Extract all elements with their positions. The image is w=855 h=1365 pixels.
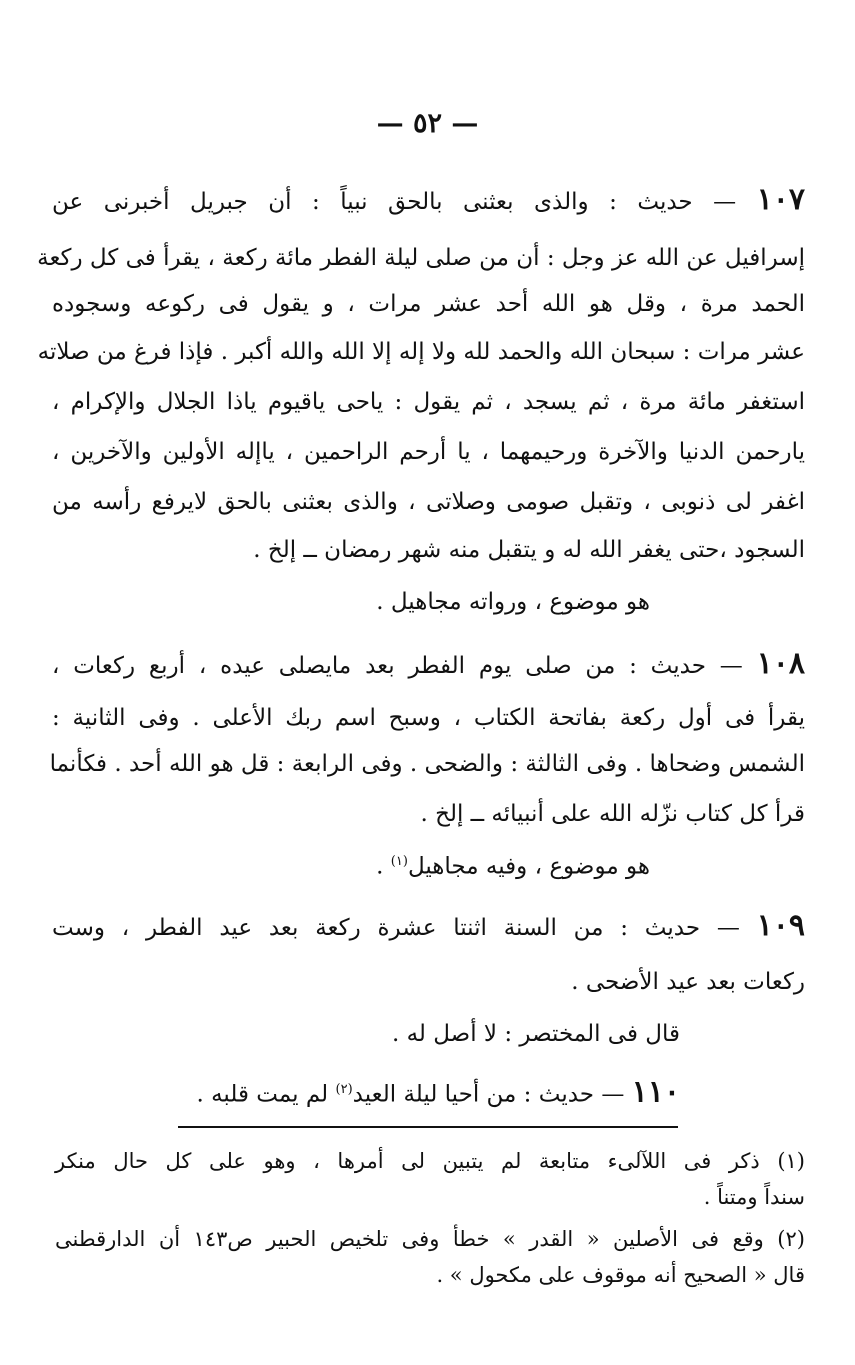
- footnote-2-line-1: (٢) وقع فى الأصلين « القدر » خطأ وفى تلخيص الحبير ص١٤٣ أن الدارقطنى: [55, 1227, 805, 1251]
- footnote-1-line-2: سنداً ومتناً .: [703, 1185, 805, 1209]
- hadith-107-line-8: السجود ،حتى يغفر الله له و يتقبل منه شهر رمضان ــ إلخ .: [253, 537, 805, 563]
- hadith-107-line-6: يارحمن الدنيا والآخرة ورحيمهما ، يا أرحم الراحمين ، ياإله الأولين والآخرين ،: [52, 439, 805, 465]
- hadith-107-line-4: عشر مرات : سبحان الله والحمد لله ولا إله إلا الله والله أكبر . فإذا فرغ من صلاته: [37, 339, 805, 365]
- hadith-109-verdict: قال فى المختصر : لا أصل له .: [391, 1021, 680, 1047]
- hadith-108-line-1: ١٠٨ — حديث : من صلى يوم الفطر بعد مايصلى عيده ، أربع ركعات ،: [52, 646, 805, 681]
- hadith-109-line-1: ١٠٩ — حديث : من السنة اثنتا عشرة ركعة بعد عيد الفطر ، وست: [52, 908, 806, 943]
- footnote-2-line-2: قال « الصحيح أنه موقوف على مكحول » .: [436, 1263, 805, 1287]
- hadith-107-number: ١٠٧: [756, 182, 806, 217]
- footnote-divider: [178, 1126, 678, 1128]
- hadith-108-number: ١٠٨: [756, 646, 805, 681]
- footnote-marker-2: (٢): [335, 1082, 353, 1097]
- hadith-108-line-4: قرأ كل كتاب نزّله الله على أنبيائه ــ إلخ .: [420, 801, 805, 827]
- hadith-107-line-1: ١٠٧ — حديث : والذى بعثنى بالحق نبياً : أن جبريل أخبرنى عن: [52, 182, 806, 217]
- hadith-107-line-7: اغفر لى ذنوبى ، وتقبل صومى وصلاتى ، والذى بعثنى بالحق لايرفع رأسه من: [52, 489, 805, 515]
- footnote-marker-1: (١): [390, 854, 408, 869]
- hadith-110-line: ١١٠ — حديث : من أحيا ليلة العيد$^{(٢)}$ لم يمت قلبه .: [196, 1074, 680, 1110]
- page-number: — ٥٢ —: [376, 108, 479, 139]
- hadith-108-verdict: هو موضوع ، وفيه مجاهيل$^{(١)}$ .: [376, 853, 650, 880]
- hadith-108-line-2: يقرأ فى أول ركعة بفاتحة الكتاب ، وسبح اسم ربك الأعلى . وفى الثانية :: [52, 705, 805, 731]
- hadith-107-line-5: استغفر مائة مرة ، ثم يسجد ، ثم يقول : ياحى ياقيوم ياذا الجلال والإكرام ،: [52, 389, 805, 415]
- hadith-107-line-2: إسرافيل عن الله عز وجل : أن من صلى ليلة الفطر مائة ركعة ، يقرأ فى كل ركعة: [37, 245, 805, 271]
- footnote-1-line-1: (١) ذكر فى اللآلىء متابعة لم يتبين لى أمرها ، وهو على كل حال منكر: [55, 1149, 805, 1173]
- hadith-107-line-3: الحمد مرة ، وقل هو الله أحد عشر مرات ، و يقول فى ركوعه وسجوده: [52, 291, 805, 317]
- hadith-108-line-3: الشمس وضحاها . وفى الثالثة : والضحى . وفى الرابعة : قل هو الله أحد . فكأنما: [49, 751, 805, 777]
- hadith-109-line-2: ركعات بعد عيد الأضحى .: [571, 969, 805, 995]
- hadith-109-number: ١٠٩: [756, 908, 806, 943]
- hadith-110-number: ١١٠: [631, 1074, 680, 1110]
- hadith-107-verdict: هو موضوع ، ورواته مجاهيل .: [376, 589, 650, 615]
